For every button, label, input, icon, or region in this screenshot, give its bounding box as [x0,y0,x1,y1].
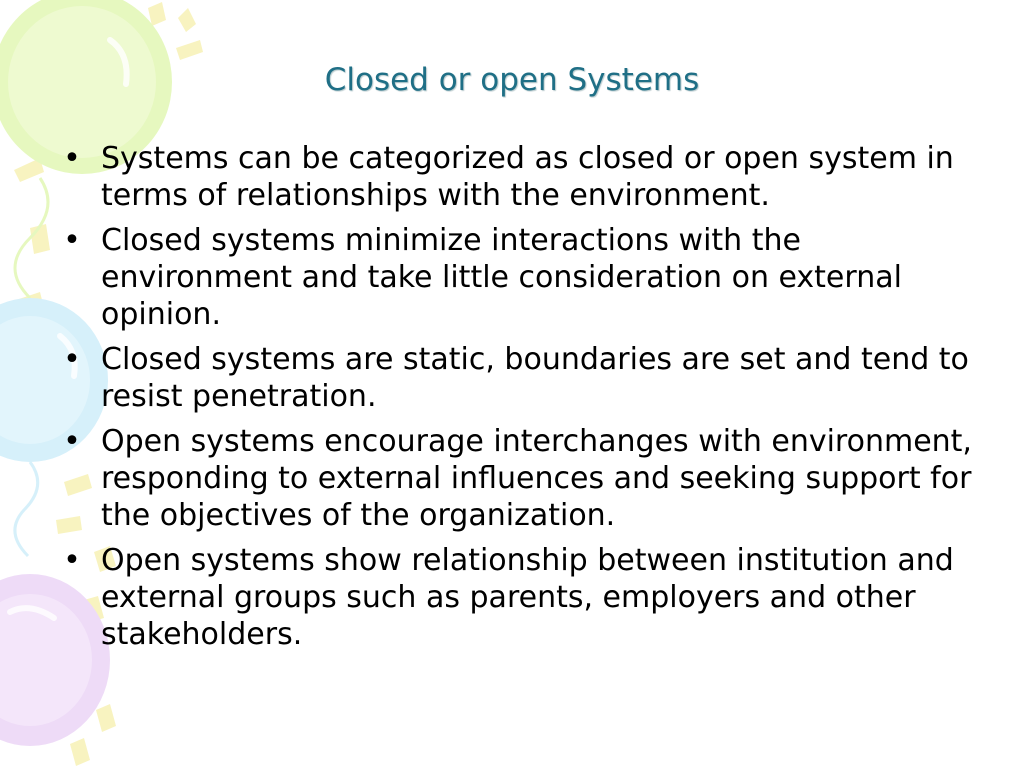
bullet-text: Closed systems are static, boundaries are set and tend to resist penetration. [101,342,969,414]
list-item [60,222,980,333]
bullet-icon: • [63,424,81,459]
bullet-text: Open systems show relationship between institution and external groups such as parents, employers and other stakeholders. [101,543,954,652]
bullet-text: Systems can be categorized as closed or open system in terms of relationships with the environment. [101,141,954,213]
bullet-list [60,140,980,661]
bullet-icon: • [63,223,81,258]
bullet-text: Open systems encourage interchanges with environment, responding to external influences and seeking support for the objectives of the organization. [101,424,972,533]
list-item [60,341,980,415]
list-item [60,140,980,214]
bullet-icon: • [63,543,81,578]
slide-title: Closed or open Systems [324,62,700,98]
bullet-icon: • [63,141,81,176]
bullet-text: Closed systems minimize interactions with the environment and take little consideration on external opinion. [101,223,902,332]
list-item [60,542,980,653]
list-item [60,423,980,534]
bullet-icon: • [63,342,81,377]
